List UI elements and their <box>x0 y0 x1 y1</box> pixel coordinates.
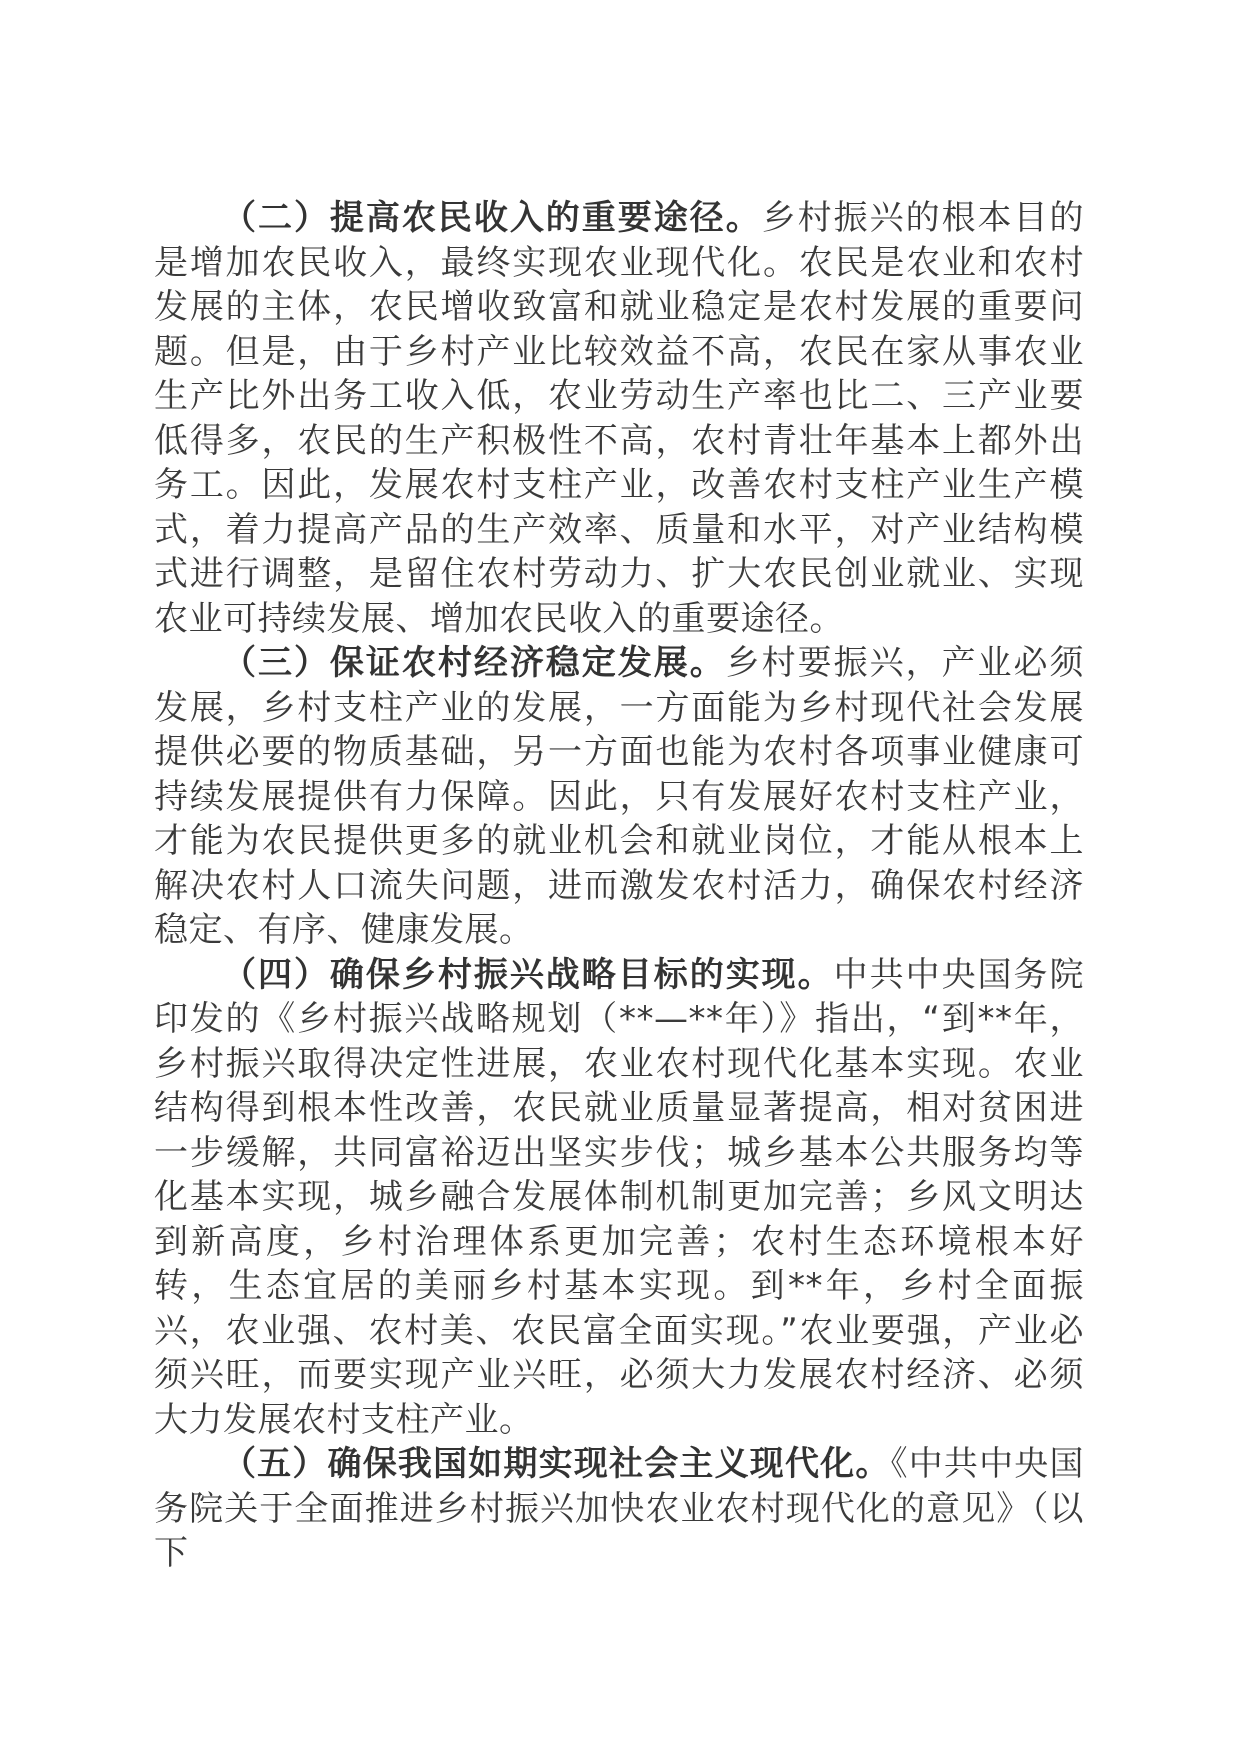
paragraph-5-heading: （五）确保我国如期实现社会主义现代化。 <box>222 1444 891 1484</box>
paragraph-2-body: 乡村振兴的根本目的是增加农民收入，最终实现农业现代化。农民是农业和农村发展的主体，农民增收致富和就业稳定是农村发展的重要问题。但是，由于乡村产业比较效益不高，农民在家从事农业生产比外出务工收入低，农业劳动生产率也比二、三产业要低得多，农民的生产积极性不高，农村青壮年基本上都外出务工。因此，发展农村支柱产业，改善农村支柱产业生产模式，着力提高产品的生产效率、质量和水平，对产业结构模式进行调整，是留住农村劳动力、扩大农民创业就业、实现农业可持续发展、增加农民收入的重要途径。 <box>154 198 1085 639</box>
paragraph-5 <box>154 1442 1084 1576</box>
paragraph-3-heading: （三）保证农村经济稳定发展。 <box>222 643 726 683</box>
paragraph-4-heading: （四）确保乡村振兴战略目标的实现。 <box>222 954 834 995</box>
paragraph-2 <box>154 196 1084 641</box>
paragraph-3-body: 乡村要振兴，产业必须发展，乡村支柱产业的发展，一方面能为乡村现代社会发展提供必要的物质基础，另一方面也能为农村各项事业健康可持续发展提供有力保障。因此，只有发展好农村支柱产业，才能为农民提供更多的就业机会和就业岗位，才能从根本上解决农村人口流失问题，进而激发农村活力，确保农村经济稳定、有序、健康发展。 <box>154 643 1085 950</box>
paragraph-5-body: 《中共中央国务院关于全面推进乡村振兴加快农业农村现代化的意见》（以下 <box>154 1444 1084 1573</box>
paragraph-2-heading: （二）提高农民收入的重要途径。 <box>222 198 762 238</box>
document-page <box>154 196 1084 1576</box>
paragraph-4 <box>154 953 1084 1443</box>
paragraph-4-body: 中共中央国务院印发的《乡村振兴战略规划（**—**年）》指出，“到**年，乡村振兴取得决定性进展，农业农村现代化基本实现。农业结构得到根本性改善，农民就业质量显著提高，相对贫困进一步缓解，共同富裕迈出坚实步伐；城乡基本公共服务均等化基本实现，城乡融合发展体制机制更加完善；乡风文明达到新高度，乡村治理体系更加完善；农村生态环境根本好转，生态宜居的美丽乡村基本实现。到**年，乡村全面振兴，农业强、农村美、农民富全面实现。”农业要强，产业必须兴旺，而要实现产业兴旺，必须大力发展农村经济、必须大力发展农村支柱产业。 <box>154 954 1085 1440</box>
paragraph-3 <box>154 641 1084 953</box>
